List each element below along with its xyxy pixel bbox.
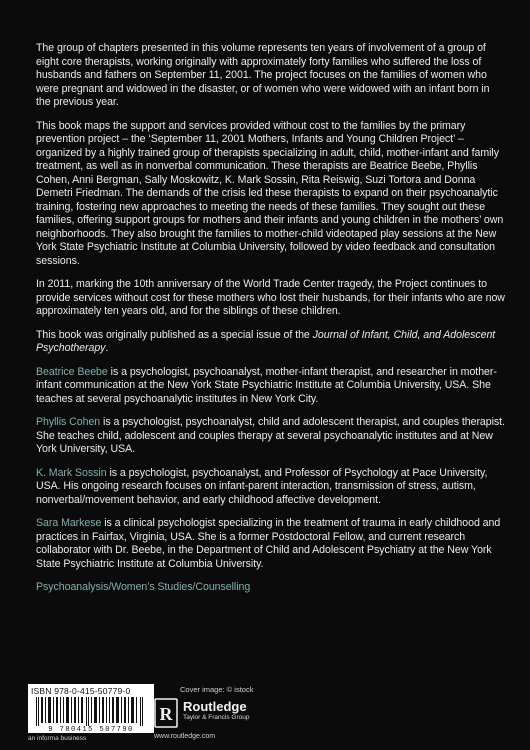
informa-business-label: an informa business xyxy=(28,735,87,742)
isbn-digits: 9 780415 507790 xyxy=(48,726,134,734)
author-bio-text: is a psychologist, psychoanalyst, and Professor of Psychology at Pace University, USA. His ongoing research focuses on infant-parent interaction, transmission of stress, autism, nonverbal/movement behavior, and early childhood affective development. xyxy=(36,466,488,506)
subject-categories: Psychoanalysis/Women’s Studies/Counselling xyxy=(36,581,251,593)
author-bio xyxy=(36,517,506,571)
publisher-block xyxy=(183,700,249,722)
author-bio xyxy=(36,366,506,407)
publisher-group: Taylor & Francis Group xyxy=(183,714,250,721)
author-bio-text: is a psychologist, psychoanalyst, child and adolescent therapist, and couples therapist. She teaches child, adolescent and couples therapy at several psychoanalytic institutes and at New York University, USA. xyxy=(36,416,505,455)
publication-note-suffix: . xyxy=(105,342,109,354)
publication-note-prefix: This book was originally published as a special issue of the xyxy=(36,328,313,341)
barcode-icon xyxy=(30,697,152,726)
svg-text:R: R xyxy=(159,704,173,724)
publisher-name: Routledge xyxy=(183,699,247,714)
author-name: K. Mark Sossin xyxy=(36,466,107,479)
author-name: Phyllis Cohen xyxy=(36,416,101,428)
author-name: Sara Markese xyxy=(36,517,102,529)
author-bio-text: is a psychologist, psychoanalyst, mother-infant therapist, and researcher in mother-infant communication at the New York State Psychiatric Institute at Columbia University, USA. She teaches at several psychoanalytic institutes in New York City. xyxy=(36,365,497,405)
blurb xyxy=(36,42,506,605)
routledge-logo-icon xyxy=(153,698,179,728)
publisher-website: www.routledge.com xyxy=(154,733,216,740)
cover-image-credit: Cover image: © istock xyxy=(180,685,254,694)
author-bio xyxy=(36,467,506,508)
anniversary-paragraph: In 2011, marking the 10th anniversary of the World Trade Center tragedy, the Project continues to provide services without cost for these mothers who lost their husbands, for their infants who are now approximately ten years old, and for the siblings of these children. xyxy=(36,278,505,317)
author-name: Beatrice Beebe xyxy=(36,365,108,378)
author-bio-text: is a clinical psychologist specializing in the treatment of trauma in early childhood and practices in Fairfax, Virginia, USA. She is a former Postdoctoral Fellow, and current research collaborator with Dr. Beebe, in the Department of Child and Adolescent Psychiatry at the New York State Psychiatric Institute at Columbia University. xyxy=(36,517,501,570)
intro-paragraph: The group of chapters presented in this volume represents ten years of involvement of a group of eight core therapists, working originally with approximately forty families who suffered the loss of husbands and fathers on September 11, 2001. The project focuses on the families of women who were pregnant and widowed in the disaster, or of women who were widowed with an infant born in the previous year. xyxy=(36,42,490,108)
project-paragraph: This book maps the support and services provided without cost to the families by the primary prevention project – the ‘September 11, 2001 Mothers, Infants and Young Children Project’ – organized by a highly trained group of therapists specializing in adult, child, mother-infant and family treatment, as well as in nonverbal communication. These therapists are Beatrice Beebe, Phyllis Cohen, Anni Bergman, Sally Moskowitz, K. Mark Sossin, Rita Reiswig, Suzi Tortora and Donna Demetri Friedman. The demands of the crisis led these therapists to expand on their psychoanalytic training, fostering new approaches to meeting the needs of these families. They sought out these families, offering support groups for mothers and their infants and young children in the mothers’ own neighborhoods. They also brought the families to mother-child videotaped play sessions at the New York State Psychiatric Institute at Columbia University, followed by video feedback and consultation sessions. xyxy=(36,119,504,267)
journal-title: Journal of Infant, Child, and Adolescent Psychotherapy xyxy=(36,328,496,354)
isbn-barcode-box xyxy=(28,684,154,733)
publication-note xyxy=(36,329,506,356)
author-bio xyxy=(36,416,506,457)
isbn-label: ISBN 978-0-415-50779-0 xyxy=(31,686,131,696)
